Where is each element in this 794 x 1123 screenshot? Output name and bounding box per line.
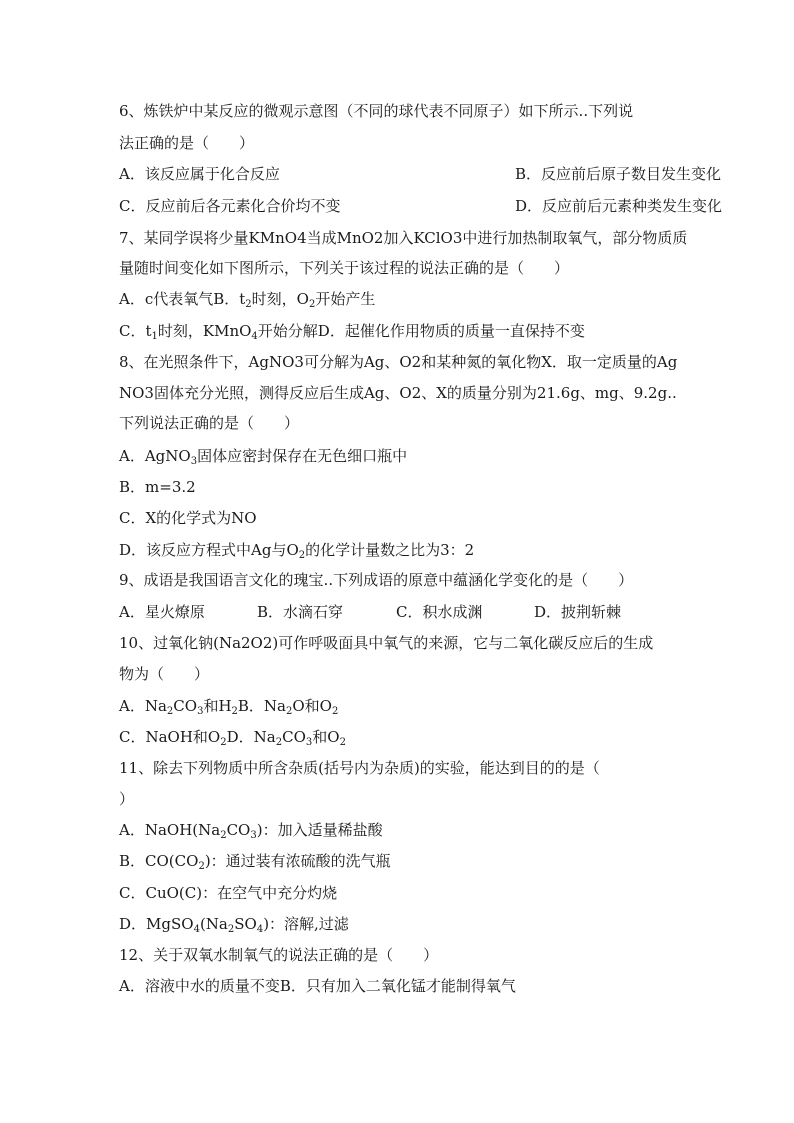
question-7-options-ab: A．c代表氧气B．$t_2$时刻，$O_2$开始产生 <box>119 290 376 310</box>
question-11-option-a: A．$NaOH(Na_2CO_3)$：加入适量稀盐酸 <box>119 821 383 841</box>
question-11-option-c: C．CuO(C)：在空气中充分灼烧 <box>119 884 338 902</box>
question-8-stem-line-2: NO3固体充分光照，测得反应后生成Ag、O2、X的质量分别为21.6g、mg、9.2g.. <box>119 384 677 402</box>
question-9-option-d: D．披荆斩棘 <box>534 603 622 621</box>
question-10-stem-line-1: 10、过氧化钠(Na2O2)可作呼吸面具中氧气的来源，它与二氧化碳反应后的生成 <box>119 634 654 652</box>
question-7-stem-line-2: 量随时间变化如下图所示，下列关于该过程的说法正确的是（ ） <box>119 259 570 277</box>
question-8-option-c: C．X的化学式为NO <box>119 509 257 527</box>
question-6-option-b: B．反应前后原子数目发生变化 <box>515 165 722 183</box>
question-7-stem-line-1: 7、某同学误将少量KMnO4当成MnO2加入KClO3中进行加热制取氧气，部分物质质 <box>119 229 688 247</box>
question-6-options-row-2 <box>119 196 723 216</box>
question-6-options-row-1 <box>119 164 722 184</box>
question-6-option-c: C．反应前后各元素化合价均不变 <box>119 197 341 215</box>
question-11-stem-line-1: 11、除去下列物质中所含杂质(括号内为杂质)的实验，能达到目的的是（ <box>119 759 600 777</box>
question-6-option-d: D．反应前后元素种类发生变化 <box>515 197 723 215</box>
question-10-options-cd: C．NaOH和$O_2D$．$Na_2CO_3$和$O_2$ <box>119 728 346 748</box>
question-6-stem-line-1: 6、炼铁炉中某反应的微观示意图（不同的球代表不同原子）如下所示..下列说 <box>119 102 634 120</box>
question-11-option-d: D．$MgSO_4(Na_2SO_4)$：溶解,过滤 <box>119 915 349 935</box>
question-9-stem: 9、成语是我国语言文化的瑰宝..下列成语的原意中蕴涵化学变化的是（ ） <box>119 571 634 589</box>
question-11-option-b: B．$CO(CO_2)$：通过装有浓硫酸的洗气瓶 <box>119 852 391 872</box>
question-9-options <box>119 602 622 622</box>
question-9-option-b: B．水滴石穿 <box>257 603 344 621</box>
question-8-option-b: B．m=3.2 <box>119 478 196 496</box>
question-10-stem-line-2: 物为（ ） <box>119 665 210 683</box>
question-12-options-ab: A．溶液中水的质量不变B．只有加入二氧化锰才能制得氧气 <box>119 977 516 995</box>
question-6-stem-line-2: 法正确的是（ ） <box>119 134 255 152</box>
question-11-stem-line-2: ） <box>119 790 135 808</box>
question-6-option-a: A．该反应属于化合反应 <box>119 165 280 183</box>
question-12-stem: 12、关于双氧水制氧气的说法正确的是（ ） <box>119 946 439 964</box>
question-8-stem-line-1: 8、在光照条件下，AgNO3可分解为Ag、O2和某种氮的氧化物X．取一定质量的Ag <box>119 353 678 371</box>
question-8-option-a: A．AgNO$_3$固体应密封保存在无色细口瓶中 <box>119 447 408 467</box>
question-7-options-cd: C．$t_1$时刻，KMnO$_4$开始分解D．起催化作用物质的质量一直保持不变 <box>119 322 585 342</box>
question-9-option-c: C．积水成渊 <box>396 603 483 621</box>
question-8-stem-line-3: 下列说法正确的是（ ） <box>119 414 300 432</box>
question-9-option-a: A．星火燎原 <box>119 603 205 621</box>
question-8-option-d: D．该反应方程式中Ag与$O_2$的化学计量数之比为3：2 <box>119 541 475 561</box>
question-10-options-ab: A．$Na_2CO_3$和$H_2B$．$Na_2O$和$O_2$ <box>119 697 339 717</box>
